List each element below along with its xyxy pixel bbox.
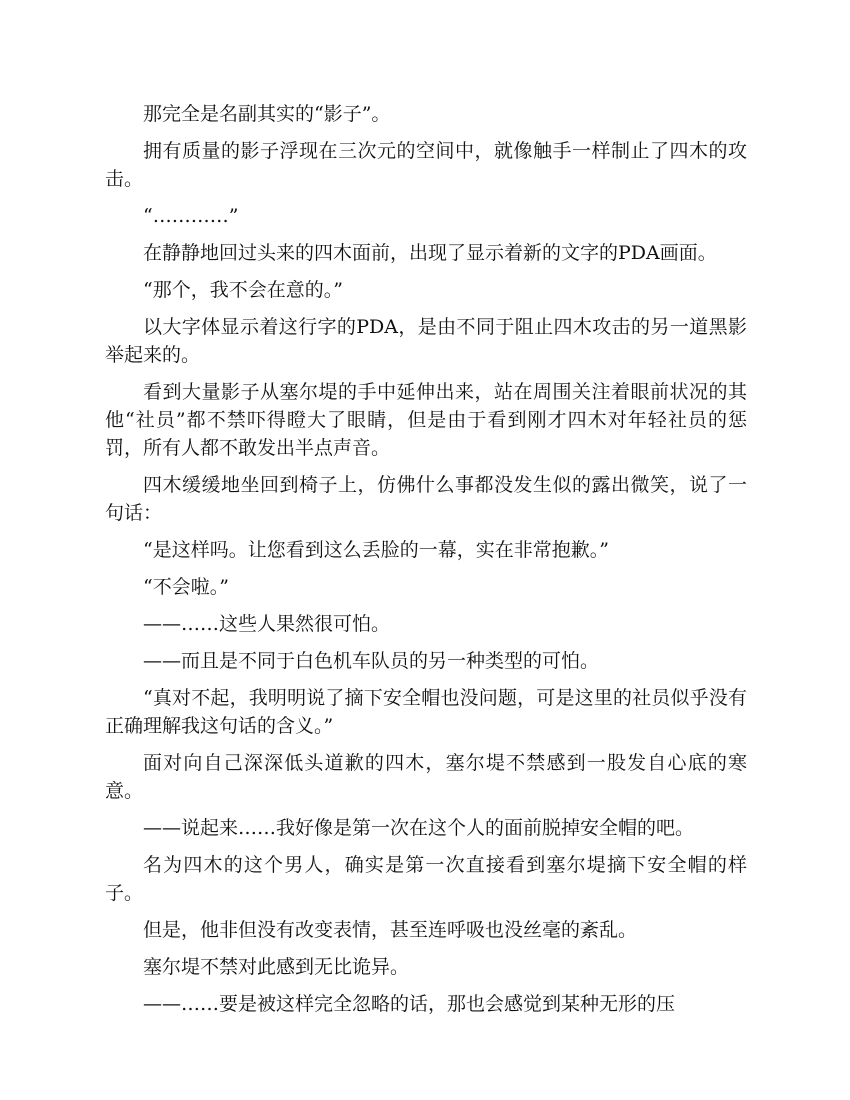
paragraph: ——……这些人果然很可怕。 [143,613,391,635]
paragraph: 塞尔堤不禁对此感到无比诡异。 [143,956,410,978]
paragraph: 看到大量影子从塞尔堤的手中延伸出来，站在周围关注着眼前状况的其他“社员”都不禁吓得瞪大了眼睛，但是由于看到刚才四木对年轻社员的惩罚，所有人都不敢发出半点声音。 [105,381,747,459]
paragraph: 在静静地回过头来的四木面前，出现了显示着新的文字的PDA画面。 [143,242,717,264]
document-page [105,100,747,1027]
paragraph: 面对向自己深深低头道歉的四木，塞尔堤不禁感到一股发自心底的寒意。 [105,752,747,802]
paragraph: ——说起来……我好像是第一次在这个人的面前脱掉安全帽的吧。 [143,817,695,839]
paragraph: “那个，我不会在意的。” [143,279,343,301]
paragraph: 四木缓缓地坐回到椅子上，仿佛什么事都没发生似的露出微笑，说了一句话： [105,474,747,524]
paragraph: “不会啦。” [143,576,229,598]
paragraph: ——而且是不同于白色机车队员的另一种类型的可怕。 [143,650,600,672]
paragraph: 以大字体显示着这行字的PDA，是由不同于阻止四木攻击的另一道黑影举起来的。 [105,316,747,366]
paragraph: ——……要是被这样完全忽略的话，那也会感觉到某种无形的压 [143,993,676,1015]
paragraph: “是这样吗。让您看到这么丢脸的一幕，实在非常抱歉。” [143,539,609,561]
paragraph: 拥有质量的影子浮现在三次元的空间中，就像触手一样制止了四木的攻击。 [105,140,747,190]
paragraph: “…………” [143,205,239,227]
paragraph: “真对不起，我明明说了摘下安全帽也没问题，可是这里的社员似乎没有正确理解我这句话的含义。” [105,687,747,737]
paragraph: 但是，他非但没有改变表情，甚至连呼吸也没丝毫的紊乱。 [143,919,638,941]
paragraph: 名为四木的这个男人，确实是第一次直接看到塞尔堤摘下安全帽的样子。 [105,854,747,904]
paragraph: 那完全是名副其实的“影子”。 [143,103,391,125]
